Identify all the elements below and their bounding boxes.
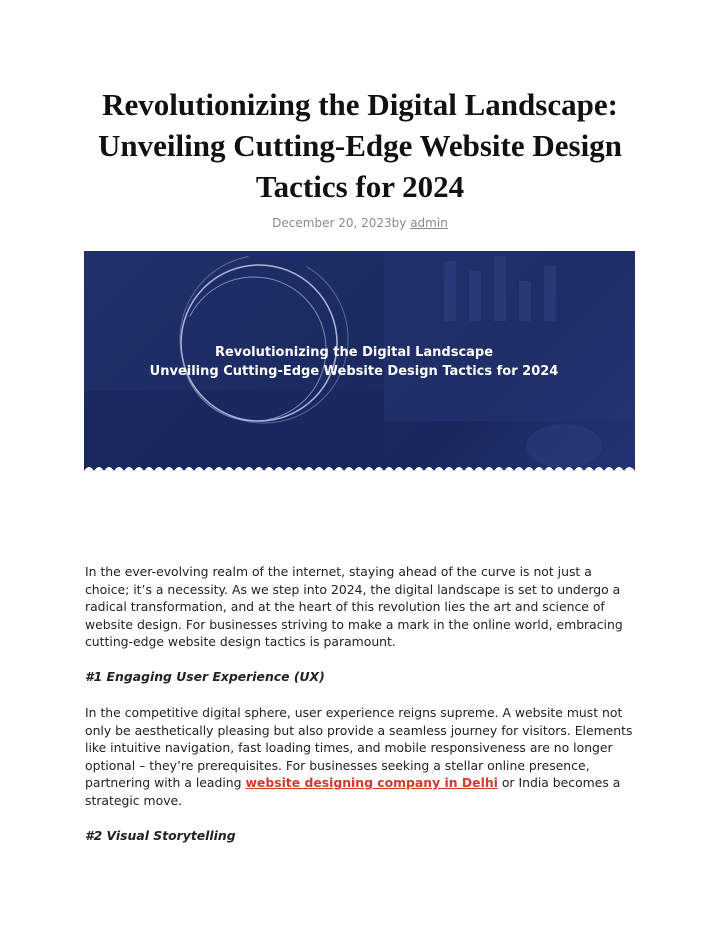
wavy-edge (84, 467, 635, 479)
chart-bar-shape (494, 256, 506, 321)
paragraph-text: or India becomes a strategic move. (85, 775, 621, 808)
hero-line: Revolutionizing the Digital Landscape (214, 345, 494, 360)
title-line: Tactics for 2024 (255, 169, 465, 204)
author-link[interactable]: admin (410, 216, 448, 230)
section-heading: #1 Engaging User Experience (UX) (85, 669, 325, 684)
website-designing-link[interactable]: website designing company in Delhi (245, 775, 498, 790)
title-line: Revolutionizing the Digital Landscape: (102, 87, 618, 122)
intro-paragraph: In the ever-evolving realm of the internet, staying ahead of the curve is not just a choice; it’s a necessity. As we step into 2024, the digital landscape is set to undergo a radical transformation, and at the heart of this revolution lies the art and science of website design. For businesses striving to make a mark in the online world, embracing cutting-edge website design tactics is paramount. (85, 564, 623, 649)
section-heading: #2 Visual Storytelling (85, 828, 236, 843)
post-meta (60, 216, 660, 230)
desk-shape (84, 391, 384, 479)
cup-shape (526, 424, 602, 468)
post-date: December 20, 2023 (272, 216, 392, 230)
chart-bar-shape (519, 281, 531, 321)
article-title (60, 84, 660, 207)
hero-caption (124, 343, 584, 381)
monitor-shape (384, 251, 635, 421)
paragraph-text: In the competitive digital sphere, user experience reigns supreme. A website must not only be aesthetically pleasing but also provide a seamless journey for visitors. Elements like intuitive navigation, fast loading times, and mobile responsiveness are no longer optional – they’re prerequisites. For businesses seeking a stellar online presence, partnering with a leading (85, 705, 633, 790)
by-label: by (391, 216, 407, 230)
ux-paragraph (85, 704, 640, 809)
title-line: Unveiling Cutting-Edge Website Design (98, 128, 622, 163)
chart-bar-shape (469, 271, 481, 321)
hero-line: Unveiling Cutting-Edge Website Design Tactics for 2024 (149, 364, 559, 379)
chart-bar-shape (544, 266, 556, 321)
chart-bar-shape (444, 261, 456, 321)
hero-image (84, 251, 635, 479)
